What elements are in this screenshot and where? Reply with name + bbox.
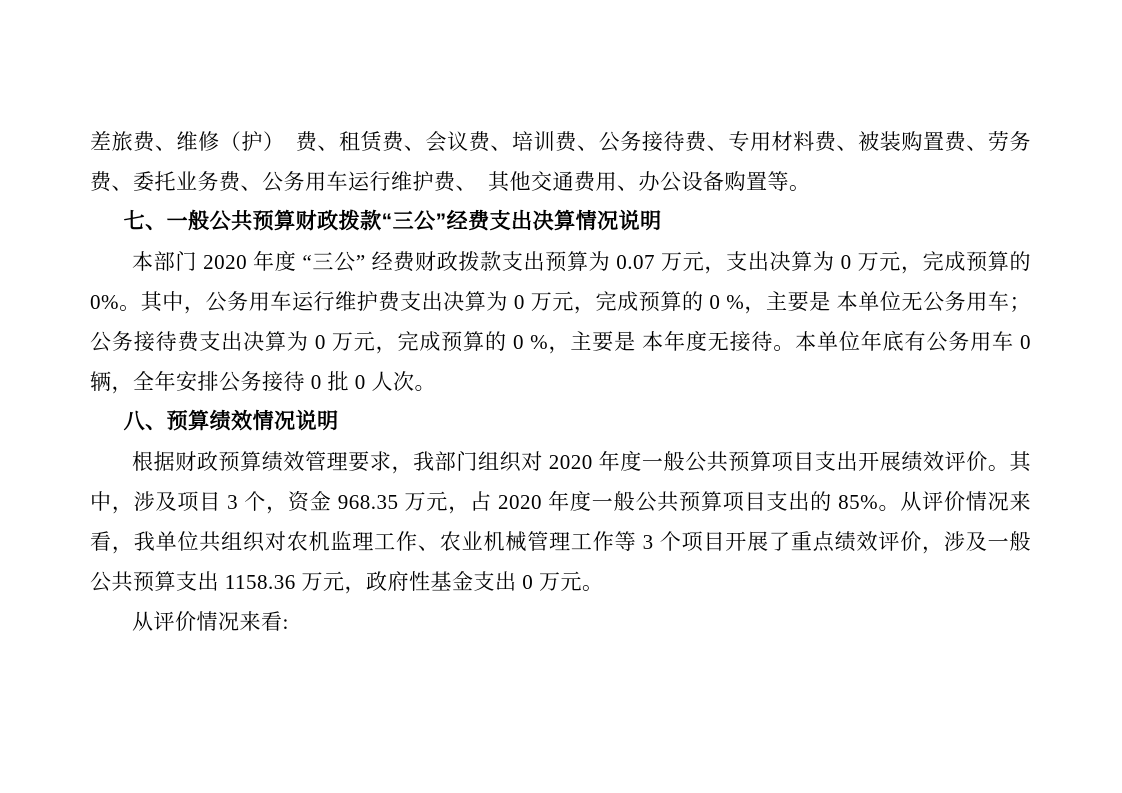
paragraph-performance-evaluation-details: 根据财政预算绩效管理要求，我部门组织对 2020 年度一般公共预算项目支出开展绩效评价。其中，涉及项目 3 个，资金 968.35 万元，占 2020 年度一般公共预算项目支出的 85%。从评价情况来看，我单位共组织对农机监理工作、农业机械管理工作等 3 个项目开展了重点绩效评价，涉及一般公共预算支出 1158.36 万元，政府性基金支出 0 万元。 [90,450,1031,594]
paragraph-evaluation-lead-in: 从评价情况来看: [132,610,289,634]
section-heading-7-sangong-expenses: 七、一般公共预算财政拨款“三公”经费支出决算情况说明 [123,210,662,233]
paragraph-sangong-expense-details: 本部门 2020 年度 “三公” 经费财政拨款支出预算为 0.07 万元，支出决算为 0 万元，完成预算的 0%。其中，公务用车运行维护费支出决算为 0 万元，完成预算的 0 %，主要是 本单位无公务用车； 公务接待费支出决算为 0 万元，完成预算的 0 %，主要是 本年度无接待。本单位年底有公务用车 0 辆，全年安排公务接待 0 批 0 人次。 [90,250,1031,394]
paragraph-expense-categories-continuation: 差旅费、维修（护） 费、租赁费、会议费、培训费、公务接待费、专用材料费、被装购置费、劳务费、委托业务费、公务用车运行维护费、 其他交通费用、办公设备购置等。 [90,130,1031,194]
section-heading-8-budget-performance: 八、预算绩效情况说明 [123,410,339,433]
document-text-block [90,122,1031,642]
